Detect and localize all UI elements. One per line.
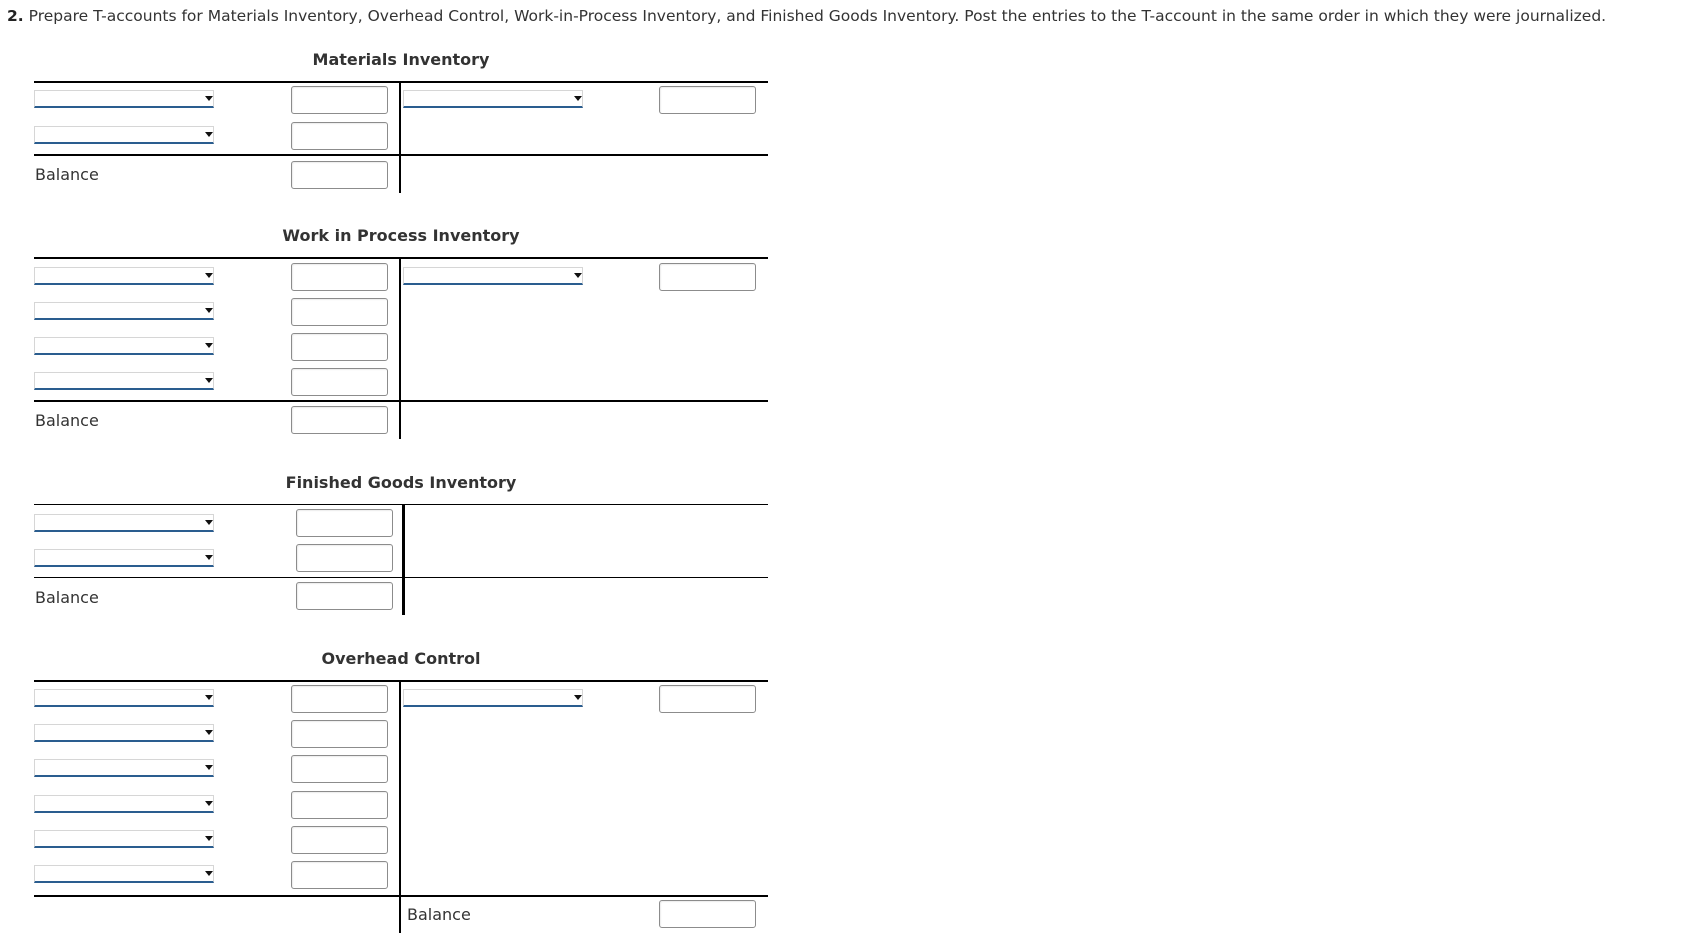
t-account-balance-rule (34, 154, 768, 156)
debit-amount-input-1[interactable] (291, 86, 388, 114)
chevron-down-icon (205, 343, 213, 348)
balance-label: Balance (407, 905, 471, 924)
t-account-divider (402, 504, 405, 615)
debit-account-select-2[interactable] (34, 724, 214, 742)
debit-account-select-1[interactable] (34, 267, 214, 285)
debit-account-select-1[interactable] (34, 90, 214, 108)
chevron-down-icon (205, 555, 213, 560)
chevron-down-icon (574, 96, 582, 101)
debit-amount-input-4[interactable] (291, 791, 388, 819)
chevron-down-icon (574, 695, 582, 700)
debit-account-select-4[interactable] (34, 795, 214, 813)
t-account-finished-goods-inventory (34, 471, 768, 615)
t-account-divider (399, 257, 401, 439)
debit-amount-input-5[interactable] (291, 826, 388, 854)
debit-account-select-1[interactable] (34, 689, 214, 707)
debit-balance-input[interactable] (296, 582, 393, 610)
t-account-balance-rule (34, 577, 768, 578)
credit-amount-input-1[interactable] (659, 86, 756, 114)
debit-amount-input-2[interactable] (291, 122, 388, 150)
instruction-text (7, 7, 1707, 25)
balance-label: Balance (35, 588, 99, 607)
debit-account-select-2[interactable] (34, 126, 214, 144)
balance-label: Balance (35, 411, 99, 430)
debit-account-select-3[interactable] (34, 337, 214, 355)
debit-balance-input[interactable] (291, 161, 388, 189)
chevron-down-icon (205, 801, 213, 806)
chevron-down-icon (205, 273, 213, 278)
debit-amount-input-2[interactable] (291, 298, 388, 326)
t-account-top-rule (34, 504, 768, 505)
chevron-down-icon (205, 765, 213, 770)
balance-label: Balance (35, 165, 99, 184)
t-account-balance-rule (34, 400, 768, 402)
chevron-down-icon (205, 836, 213, 841)
credit-amount-input-1[interactable] (659, 685, 756, 713)
t-account-materials-inventory (34, 48, 768, 193)
chevron-down-icon (205, 871, 213, 876)
chevron-down-icon (205, 308, 213, 313)
account-title: Overhead Control (321, 649, 481, 668)
chevron-down-icon (205, 378, 213, 383)
credit-amount-input-1[interactable] (659, 263, 756, 291)
chevron-down-icon (205, 730, 213, 735)
debit-amount-input-1[interactable] (296, 509, 393, 537)
credit-account-select-1[interactable] (403, 689, 583, 707)
t-account-work-in-process-inventory (34, 224, 768, 439)
t-account-divider (399, 81, 401, 193)
debit-amount-input-3[interactable] (291, 333, 388, 361)
chevron-down-icon (205, 520, 213, 525)
debit-account-select-5[interactable] (34, 830, 214, 848)
debit-amount-input-6[interactable] (291, 861, 388, 889)
t-account-balance-rule (34, 895, 768, 897)
chevron-down-icon (205, 132, 213, 137)
chevron-down-icon (205, 96, 213, 101)
debit-account-select-6[interactable] (34, 865, 214, 883)
t-account-top-rule (34, 257, 768, 259)
credit-account-select-1[interactable] (403, 267, 583, 285)
account-title: Work in Process Inventory (282, 226, 520, 245)
debit-account-select-3[interactable] (34, 759, 214, 777)
debit-amount-input-2[interactable] (291, 720, 388, 748)
debit-amount-input-2[interactable] (296, 544, 393, 572)
question-number: 2. (7, 7, 24, 25)
t-account-top-rule (34, 81, 768, 83)
account-title: Finished Goods Inventory (285, 473, 517, 492)
question-text: Prepare T-accounts for Materials Inventory, Overhead Control, Work-in-Process Inventory, and Finished Goods Inventory. Post the entries to the T-account in the same order in which they were journalized. (23, 7, 1607, 25)
debit-amount-input-1[interactable] (291, 263, 388, 291)
account-title: Materials Inventory (312, 50, 490, 69)
debit-account-select-2[interactable] (34, 302, 214, 320)
debit-account-select-2[interactable] (34, 549, 214, 567)
t-account-overhead-control (34, 647, 768, 933)
debit-amount-input-1[interactable] (291, 685, 388, 713)
credit-balance-input[interactable] (659, 900, 756, 928)
debit-account-select-1[interactable] (34, 514, 214, 532)
debit-amount-input-4[interactable] (291, 368, 388, 396)
credit-account-select-1[interactable] (403, 90, 583, 108)
chevron-down-icon (205, 695, 213, 700)
t-account-top-rule (34, 680, 768, 682)
debit-account-select-4[interactable] (34, 372, 214, 390)
debit-balance-input[interactable] (291, 406, 388, 434)
debit-amount-input-3[interactable] (291, 755, 388, 783)
chevron-down-icon (574, 273, 582, 278)
